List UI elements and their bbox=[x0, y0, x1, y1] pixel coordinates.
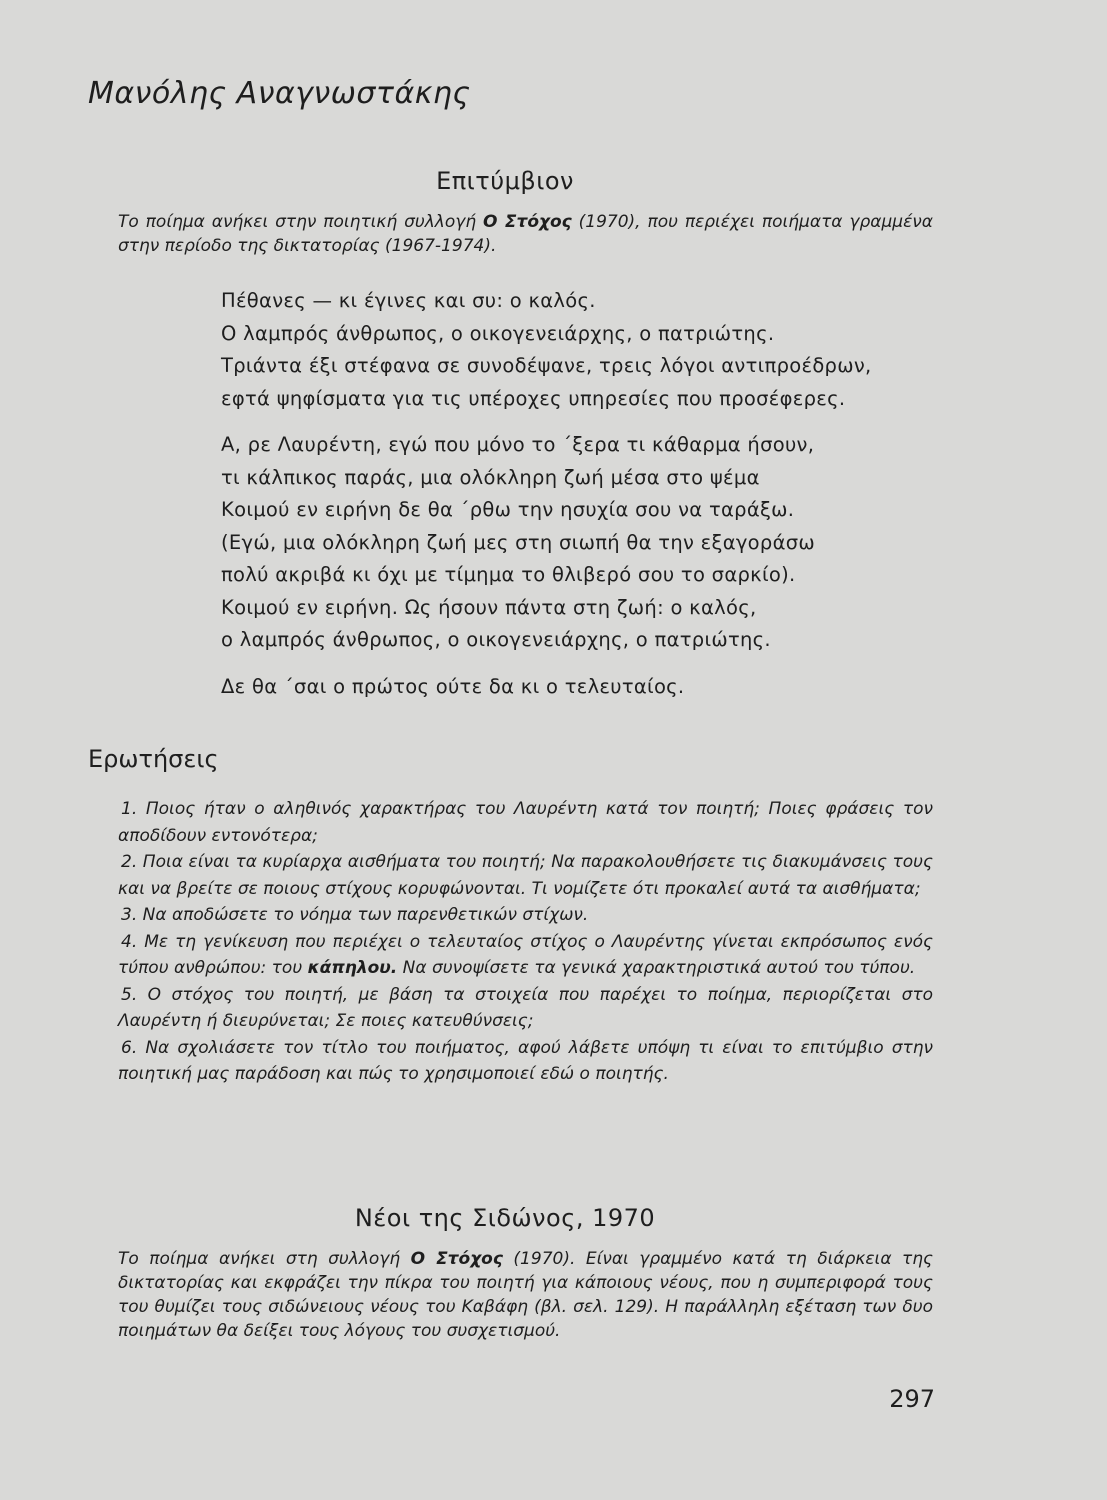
poem-line: Πέθανες — κι έγινες και συ: ο καλός. bbox=[221, 289, 596, 312]
poem2-intro bbox=[118, 1247, 933, 1343]
poem-line: Τριάντα έξι στέφανα σε συνοδέψανε, τρεις λόγοι αντιπροέδρων, bbox=[221, 354, 872, 377]
poem1-body bbox=[221, 285, 941, 703]
question-4-text-end: Να συνοψίσετε τα γενικά χαρακτηριστικά αυτού του τύπου. bbox=[397, 958, 916, 978]
poem2-intro-text: Το ποίημα ανήκει στη συλλογή bbox=[118, 1249, 411, 1269]
poem2-intro-collection: Ο Στόχος bbox=[410, 1249, 503, 1269]
question-6: 6. Να σχολιάσετε τον τίτλο του ποιήματος, αφού λάβετε υπόψη τι είναι το επιτύμβιο στην ποιητική μας παράδοση και πώς το χρησιμοποιεί εδώ ο ποιητής. bbox=[118, 1037, 933, 1084]
poem-line: εφτά ψηφίσματα για τις υπέροχες υπηρεσίες που προσέφερες. bbox=[221, 386, 846, 410]
questions-heading: Ερωτήσεις bbox=[88, 745, 219, 773]
poem-line: Α, ρε Λαυρέντη, εγώ που μόνο το ΄ξερα τι κάθαρμα ήσουν, bbox=[221, 433, 815, 456]
question-3: 3. Να αποδώσετε το νόημα των παρενθετικών στίχων. bbox=[121, 905, 589, 925]
poem2-intro-text-end: (1970). Είναι γραμμένο κατά τη διάρκεια της δικτατορίας και εκφράζει την πίκρα του ποιητή για κάποιους νέους, που η συμπεριφορά τους του θυμίζει τους σιδώνειους νέους του Καβάφη (βλ. σελ. 129). Η παράλληλη εξέταση των δυο ποιημάτων θα δείξει τους λόγους του συσχετισμού. bbox=[118, 1249, 933, 1341]
stanza-gap bbox=[221, 415, 941, 429]
question-1: 1. Ποιος ήταν ο αληθινός χαρακτήρας του Λαυρέντη κατά τον ποιητή; Ποιες φράσεις τον αποδίδουν εντονότερα; bbox=[118, 799, 933, 846]
poem1-intro-text-end: (1970), που περιέχει ποιήματα γραμμένα στην περίοδο της δικτατορίας (1967-1974). bbox=[118, 212, 933, 256]
poem1-intro bbox=[118, 210, 933, 258]
poem-line: τι κάλπικος παράς, μια ολόκληρη ζωή μέσα στο ψέμα bbox=[221, 465, 760, 489]
poem1-intro-text: Το ποίημα ανήκει στην ποιητική συλλογή bbox=[118, 212, 483, 232]
poem-title-epitymvion: Επιτύμβιον bbox=[436, 167, 574, 195]
author-heading: Μανόλης Αναγνωστάκης bbox=[88, 76, 471, 111]
question-2: 2. Ποια είναι τα κυρίαρχα αισθήματα του ποιητή; Να παρακολουθήσετε τις διακυμάνσεις τους και να βρείτε σε ποιους στίχους κορυφώνονται. Τι νομίζετε ότι προκαλεί αυτά τα αισθήματα; bbox=[118, 852, 933, 899]
question-4 bbox=[118, 929, 933, 982]
poem-line: ο λαμπρός άνθρωπος, ο οικογενειάρχης, ο πατριώτης. bbox=[221, 628, 771, 651]
question-5: 5. Ο στόχος του ποιητή, με βάση τα στοιχεία που παρέχει το ποίημα, περιορίζεται στο Λαυρέντη ή διευρύνεται; Σε ποιες κατευθύνσεις; bbox=[118, 984, 933, 1031]
questions-list bbox=[118, 796, 933, 1088]
page-number: 297 bbox=[889, 1385, 935, 1413]
poem-line: Κοιμού εν ειρήνη δε θα ΄ρθω την ησυχία σου να ταράξω. bbox=[221, 498, 795, 521]
poem-title-neoi-sidonos: Νέοι της Σιδώνος, 1970 bbox=[354, 1204, 656, 1232]
poem1-intro-collection: Ο Στόχος bbox=[483, 212, 572, 232]
poem-line: Κοιμού εν ειρήνη. Ως ήσουν πάντα στη ζωή: ο καλός, bbox=[221, 595, 757, 619]
question-4-text: 4. Με τη γενίκευση που περιέχει ο τελευταίος στίχος ο Λαυρέντης γίνεται εκπρόσωπος ενός τύπου ανθρώπου: του bbox=[118, 931, 933, 978]
poem-line: πολύ ακριβά κι όχι με τίμημα το θλιβερό σου το σαρκίο). bbox=[221, 563, 796, 586]
poem-line: Δε θα ΄σαι ο πρώτος ούτε δα κι ο τελευταίος. bbox=[221, 674, 685, 698]
poem-line: (Εγώ, μια ολόκληρη ζωή μες στη σιωπή θα την εξαγοράσω bbox=[221, 530, 816, 554]
stanza-gap bbox=[221, 657, 941, 671]
question-4-emphasis: κάπηλου. bbox=[307, 958, 398, 978]
poem-line: Ο λαμπρός άνθρωπος, ο οικογενειάρχης, ο πατριώτης. bbox=[221, 321, 775, 345]
